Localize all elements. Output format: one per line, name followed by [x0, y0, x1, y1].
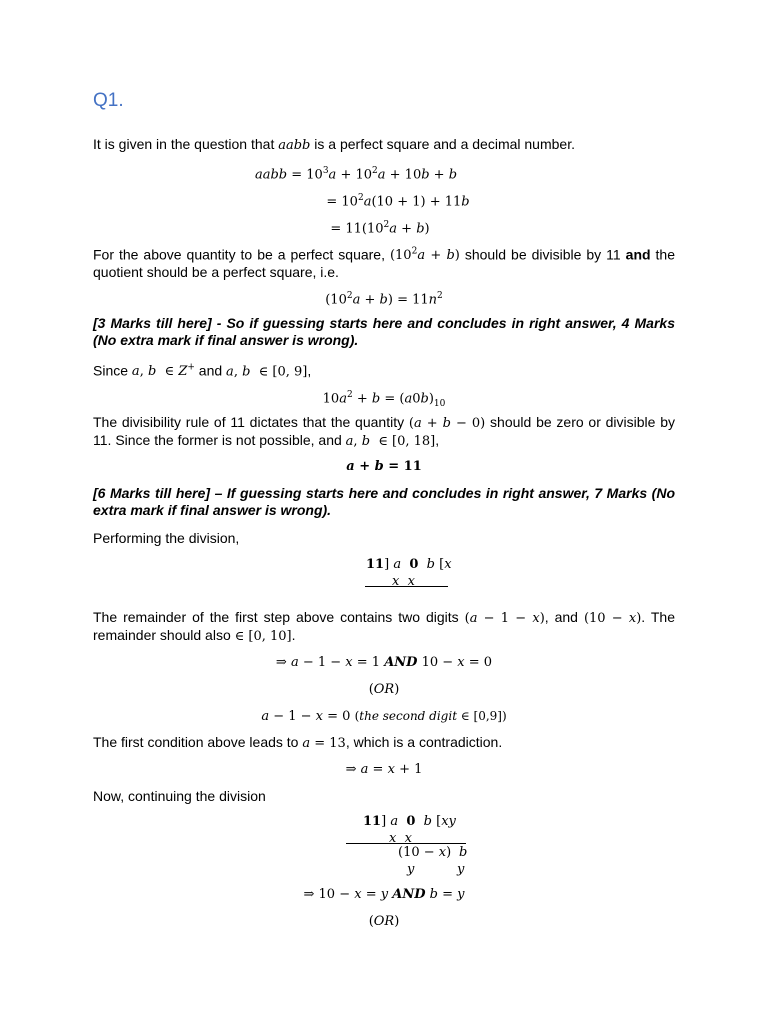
- divisibility-paragraph: [93, 414, 675, 450]
- rem-text-post: .: [291, 627, 296, 643]
- rem-math-2: (10 − x): [583, 611, 642, 626]
- equation-a-relation: ⇒ a = x + 1: [345, 762, 423, 777]
- rem-text-mid2: . The remainder should also: [93, 609, 675, 643]
- intro-text-pre: It is given in the question that: [93, 136, 279, 152]
- equation-or-2: (OR): [368, 914, 400, 929]
- equation-expansion-3: = $11(10^2a + b)$: [330, 220, 430, 237]
- since-math-1: a, b ∈ Z+: [131, 363, 195, 380]
- equation-condition-1: ⇒ a − 1 − x = 1 AND 10 − x = 0: [275, 655, 493, 670]
- div-text-pre: The divisibility rule of 11 dictates that the quantity: [93, 414, 409, 430]
- ps-text-post: the quotient should be a perfect square, i.e.: [93, 246, 675, 281]
- equation-final-condition: ⇒ 10 − x = y AND b = y: [303, 887, 465, 902]
- marks-note-1: [3 Marks till here] - So if guessing starts here and concludes in right answer, 4 Marks (No extra mark if final answer is wrong).: [93, 315, 675, 348]
- equation-quotient: $(10^2a + b) = 11n^2$: [325, 291, 443, 308]
- since-paragraph: [93, 360, 675, 380]
- div2-row3-right: b: [459, 845, 468, 860]
- equation-number-form: $10a^2 + b = (a0b)_{10}$: [322, 390, 446, 409]
- ps-text-pre: For the above quantity to be a perfect square,: [93, 246, 390, 263]
- contra-text-post: , which is a contradiction.: [345, 734, 503, 750]
- since-text-pre: Since: [93, 362, 132, 379]
- div2-row4-right: y: [457, 862, 465, 877]
- since-text-post: ,: [307, 362, 312, 379]
- div-math-1: (a + b − 0): [408, 416, 486, 431]
- div2-row4-left: y: [407, 862, 415, 877]
- equation-sum: a + b = 11: [346, 459, 422, 474]
- equation-or-1: (OR): [368, 682, 400, 697]
- intro-text-post: is a perfect square and a decimal number.: [310, 136, 575, 152]
- since-text-mid: and: [194, 362, 227, 379]
- equation-expansion-1: aabb = $10^3a + 10^2a + 10b + b$: [254, 166, 458, 183]
- div-text-post: ,: [435, 432, 440, 448]
- marks-note-2: [6 Marks till here] – If guessing starts here and concludes in right answer, 7 Marks (No extra mark if final answer is wrong).: [93, 485, 675, 518]
- since-math-2: a, b ∈ [0, 9]: [226, 364, 308, 380]
- div2-row3-left: (10 − x): [398, 845, 452, 860]
- contra-text-pre: The first condition above leads to: [93, 734, 303, 750]
- ps-bold-and: and: [625, 246, 651, 263]
- div2-top: 11] a 0 b [xy: [363, 814, 456, 829]
- intro-variable: aabb: [278, 138, 311, 153]
- question-heading: Q1.: [93, 90, 124, 111]
- div2-row2: x x: [389, 831, 412, 846]
- equation-expansion-2: = $10^2a(10 + 1) + 11b$: [326, 193, 470, 210]
- rem-math-1: (a − 1 − x): [464, 611, 545, 626]
- performing-division-text: Performing the division,: [93, 530, 240, 546]
- continuing-division-text: Now, continuing the division: [93, 788, 266, 804]
- rem-text-mid: , and: [544, 609, 584, 625]
- div1-top: 11] a 0 b [x: [366, 557, 452, 572]
- ps-math: $(10^2a + b)$: [389, 247, 460, 264]
- intro-paragraph: [93, 136, 675, 154]
- contradiction-paragraph: [93, 734, 675, 752]
- div-text-mid: should be zero or divisible by 11. Since the former is not possible, and: [93, 414, 676, 448]
- div1-line: [365, 586, 448, 587]
- div-math-2: a, b ∈ [0, 18]: [345, 434, 436, 449]
- perfect-square-paragraph: [93, 244, 675, 281]
- contra-math: a = 13: [302, 736, 346, 751]
- div1-row2: x x: [392, 574, 415, 589]
- rem-math-3: ∈ [0, 10]: [234, 629, 292, 644]
- equation-condition-2: a − 1 − x = 0 (the second digit ∈ [0,9]): [261, 709, 507, 724]
- ps-text-mid: should be divisible by 11: [459, 246, 626, 263]
- remainder-paragraph: [93, 609, 675, 645]
- rem-text-pre: The remainder of the first step above contains two digits: [93, 609, 465, 625]
